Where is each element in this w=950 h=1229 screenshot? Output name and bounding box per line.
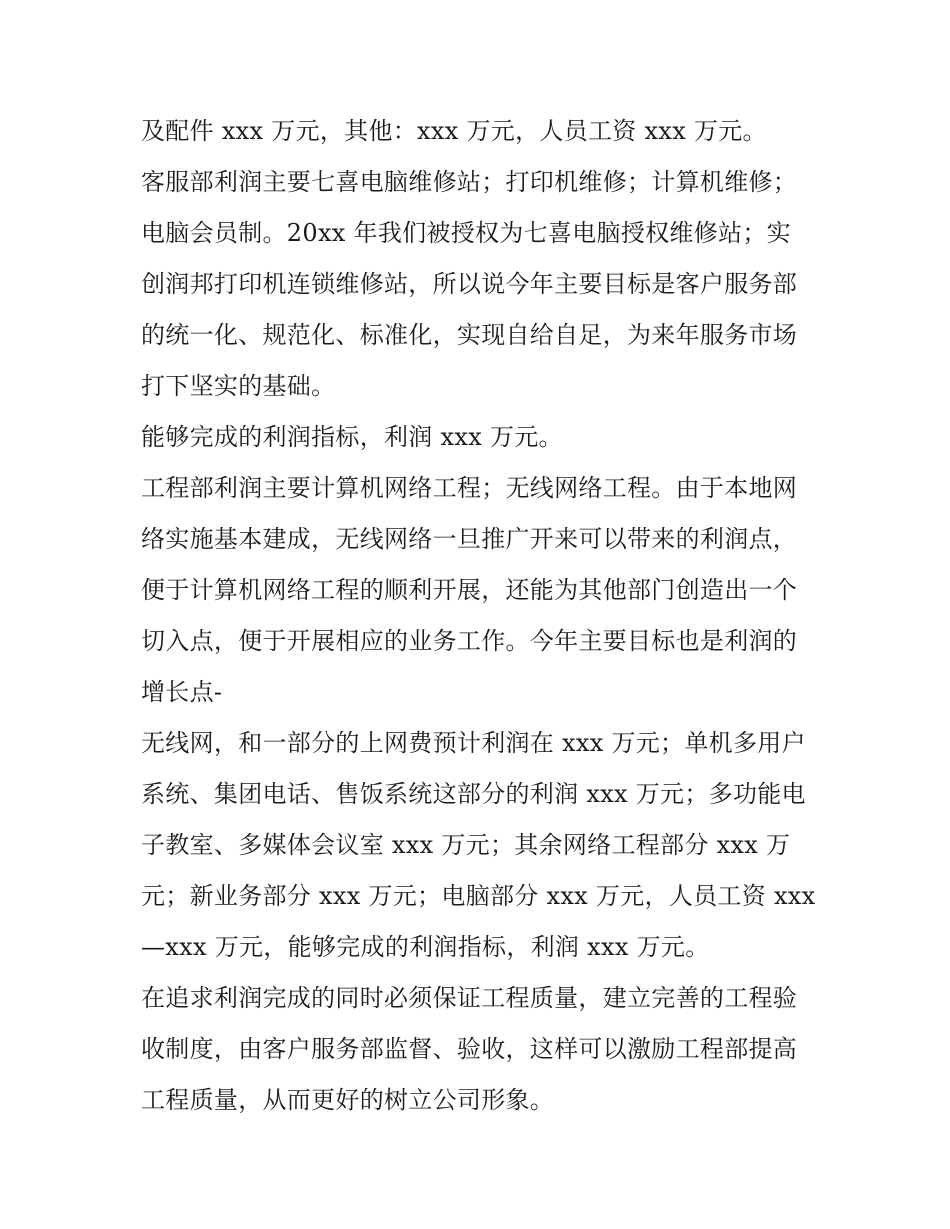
text-line: 络实施基本建成，无线网络一旦推广开来可以带来的利润点， (141, 525, 798, 553)
text-line: 便于计算机网络工程的顺利开展，还能为其他部门创造出一个 (141, 576, 798, 604)
text-line: 无线网，和一部分的上网费预计利润在 xxx 万元；单机多用户 (141, 729, 806, 757)
text-line: 在追求利润完成的同时必须保证工程质量，建立完善的工程验 (141, 984, 798, 1012)
text-line: 创润邦打印机连锁维修站，所以说今年主要目标是客户服务部 (141, 270, 798, 298)
text-line: 及配件 xxx 万元，其他：xxx 万元，人员工资 xxx 万元。 (141, 117, 767, 145)
text-line: 系统、集团电话、售饭系统这部分的利润 xxx 万元；多功能电 (141, 780, 806, 808)
text-line: 能够完成的利润指标，利润 xxx 万元。 (141, 423, 563, 451)
text-line: 切入点，便于开展相应的业务工作。今年主要目标也是利润的 (141, 627, 798, 655)
text-line: 打下坚实的基础。 (141, 372, 336, 400)
text-line: 工程部利润主要计算机网络工程；无线网络工程。由于本地网 (141, 474, 798, 502)
text-line: 收制度，由客户服务部监督、验收，这样可以激励工程部提高 (141, 1035, 798, 1063)
text-line: 元；新业务部分 xxx 万元；电脑部分 xxx 万元，人员工资 xxx (141, 882, 816, 910)
text-line: 的统一化、规范化、标准化，实现自给自足，为来年服务市场 (141, 321, 798, 349)
text-line: 工程质量，从而更好的树立公司形象。 (141, 1086, 555, 1114)
document-body (141, 106, 821, 1126)
text-line: 电脑会员制。20xx 年我们被授权为七喜电脑授权维修站；实 (141, 219, 791, 247)
text-line: —xxx 万元，能够完成的利润指标，利润 xxx 万元。 (141, 933, 710, 961)
text-line: 增长点- (141, 678, 223, 706)
text-line: 客服部利润主要七喜电脑维修站；打印机维修；计算机维修； (141, 168, 798, 196)
text-line: 子教室、多媒体会议室 xxx 万元；其余网络工程部分 xxx 万 (141, 831, 791, 859)
